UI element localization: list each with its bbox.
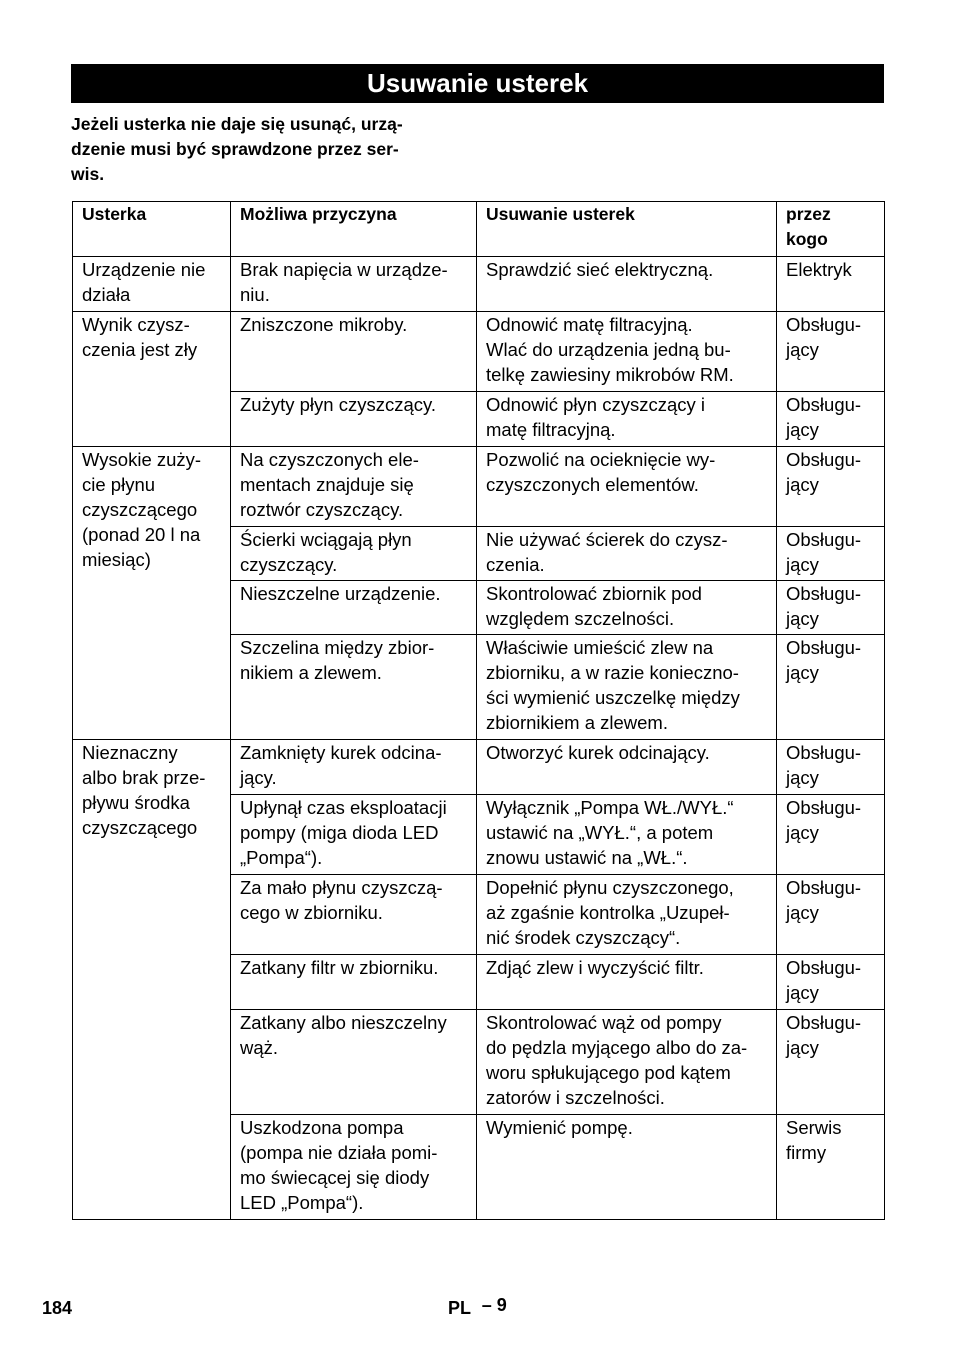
cause-cell-line: LED „Pompa“). — [240, 1192, 364, 1213]
troubleshooting-table — [72, 201, 885, 1220]
remedy-cell — [477, 635, 777, 740]
responsible-cell — [777, 581, 885, 635]
table-row — [73, 447, 885, 527]
table-header — [73, 202, 885, 257]
cause-cell-line: Zatkany filtr w zbiorniku. — [240, 957, 439, 978]
responsible-cell-line: Obsługu- — [786, 1012, 862, 1033]
header-cell-line: Usuwanie usterek — [486, 204, 635, 224]
cause-cell — [231, 312, 477, 392]
header-cell — [73, 202, 231, 257]
cause-cell-line: Za mało płynu czyszczą- — [240, 877, 443, 898]
cause-cell — [231, 740, 477, 795]
cause-cell-line: czyszczący. — [240, 554, 338, 575]
responsible-cell-line: jący — [786, 982, 819, 1003]
cause-cell-line: Zatkany albo nieszczelny — [240, 1012, 447, 1033]
header-cell-line: Możliwa przyczyna — [240, 204, 397, 224]
cause-cell-line: (pompa nie działa pomi- — [240, 1142, 438, 1163]
remedy-cell — [477, 447, 777, 527]
cause-cell-line: nikiem a zlewem. — [240, 662, 382, 683]
responsible-cell — [777, 257, 885, 312]
fault-cell-line: albo brak prze- — [82, 767, 206, 788]
fault-cell — [73, 312, 231, 447]
responsible-cell-line: jący — [786, 822, 819, 843]
fault-cell-line: Urządzenie nie — [82, 259, 206, 280]
responsible-cell-line: jący — [786, 662, 819, 683]
responsible-cell-line: jący — [786, 339, 819, 360]
fault-cell — [73, 740, 231, 1220]
responsible-cell — [777, 447, 885, 527]
remedy-cell — [477, 875, 777, 955]
remedy-cell-line: zatorów i szczelności. — [486, 1087, 665, 1108]
remedy-cell-line: woru spłukującego pod kątem — [486, 1062, 731, 1083]
intro-line: Jeżeli usterka nie daje się usunąć, urzą- — [71, 114, 403, 134]
header-cell — [777, 202, 885, 257]
remedy-cell-line: czyszczonych elementów. — [486, 474, 699, 495]
footer-language — [448, 1295, 507, 1319]
fault-cell-line: działa — [82, 284, 131, 305]
page-number: 184 — [42, 1298, 73, 1318]
cause-cell-line: cego w zbiorniku. — [240, 902, 383, 923]
cause-cell-line: Uszkodzona pompa — [240, 1117, 404, 1138]
page-title: Usuwanie usterek — [71, 64, 884, 103]
responsible-cell-line: Obsługu- — [786, 797, 862, 818]
responsible-cell-line: Obsługu- — [786, 957, 862, 978]
responsible-cell-line: Obsługu- — [786, 742, 862, 763]
responsible-cell-line: jący — [786, 419, 819, 440]
remedy-cell-line: Nie używać ścierek do czysz- — [486, 529, 728, 550]
responsible-cell — [777, 740, 885, 795]
cause-cell — [231, 795, 477, 875]
section-page — [482, 1295, 507, 1315]
cause-cell — [231, 1115, 477, 1220]
remedy-cell-line: matę filtracyjną. — [486, 419, 616, 440]
table-row — [73, 257, 885, 312]
cause-cell-line: Zużyty płyn czyszczący. — [240, 394, 437, 415]
cause-cell-line: Ścierki wciągają płyn — [240, 529, 412, 550]
intro-note — [71, 112, 471, 187]
remedy-cell — [477, 581, 777, 635]
remedy-cell-line: aż zgaśnie kontrolka „Uzupeł- — [486, 902, 730, 923]
responsible-cell-line: Obsługu- — [786, 314, 862, 335]
remedy-cell-line: Zdjąć zlew i wyczyścić filtr. — [486, 957, 704, 978]
remedy-cell-line: ustawić na „WYŁ.“, a potem — [486, 822, 714, 843]
fault-cell-line: czyszczącego — [82, 499, 198, 520]
responsible-cell-line: Obsługu- — [786, 529, 862, 550]
remedy-cell-line: zbiornikiem a zlewem. — [486, 712, 668, 733]
remedy-cell — [477, 1115, 777, 1220]
fault-cell-line: Nieznaczny — [82, 742, 178, 763]
cause-cell-line: Zamknięty kurek odcina- — [240, 742, 442, 763]
fault-cell-line: cie płynu — [82, 474, 156, 495]
cause-cell — [231, 581, 477, 635]
cause-cell-line: „Pompa“). — [240, 847, 323, 868]
fault-cell-line: czenia jest zły — [82, 339, 198, 360]
remedy-cell — [477, 955, 777, 1010]
responsible-cell-line: firmy — [786, 1142, 827, 1163]
remedy-cell — [477, 1010, 777, 1115]
table-body — [73, 257, 885, 1220]
cause-cell-line: jący. — [240, 767, 277, 788]
remedy-cell-line: Otworzyć kurek odcinający. — [486, 742, 710, 763]
remedy-cell — [477, 392, 777, 447]
cause-cell-line: Szczelina między zbior- — [240, 637, 435, 658]
responsible-cell-line: jący — [786, 902, 819, 923]
intro-line: dzenie musi być sprawdzone przez ser- — [71, 139, 399, 159]
cause-cell-line: Brak napięcia w urządze- — [240, 259, 448, 280]
responsible-cell — [777, 312, 885, 392]
responsible-cell-line: Obsługu- — [786, 637, 862, 658]
fault-cell-line: Wynik czysz- — [82, 314, 190, 335]
cause-cell-line: mentach znajduje się — [240, 474, 414, 495]
cause-cell — [231, 392, 477, 447]
header-cell-line: Usterka — [82, 204, 147, 224]
cause-cell-line: Upłynął czas eksploatacji — [240, 797, 447, 818]
responsible-cell-line: jący — [786, 767, 819, 788]
fault-cell-line: pływu środka — [82, 792, 190, 813]
fault-cell-line: czyszczącego — [82, 817, 198, 838]
responsible-cell — [777, 1010, 885, 1115]
remedy-cell-line: Wymienić pompę. — [486, 1117, 633, 1138]
responsible-cell-line: Obsługu- — [786, 877, 862, 898]
remedy-cell-line: Skontrolować zbiornik pod — [486, 583, 702, 604]
cause-cell — [231, 635, 477, 740]
table-header-row — [73, 202, 885, 257]
remedy-cell-line: Sprawdzić sieć elektryczną. — [486, 259, 714, 280]
cause-cell — [231, 447, 477, 527]
remedy-cell — [477, 527, 777, 581]
header-cell — [477, 202, 777, 257]
remedy-cell-line: Właściwie umieścić zlew na — [486, 637, 714, 658]
responsible-cell-line: jący — [786, 474, 819, 495]
header-cell-line: kogo — [786, 229, 828, 249]
remedy-cell-line: Odnowić płyn czyszczący i — [486, 394, 705, 415]
responsible-cell — [777, 795, 885, 875]
header-cell-line: przez — [786, 204, 831, 224]
cause-cell — [231, 527, 477, 581]
intro-line: wis. — [71, 164, 105, 184]
remedy-cell-line: nić środek czyszczący“. — [486, 927, 681, 948]
cause-cell-line: Na czyszczonych ele- — [240, 449, 419, 470]
table-row — [73, 740, 885, 795]
remedy-cell-line: Odnowić matę filtracyjną. — [486, 314, 693, 335]
responsible-cell-line: Obsługu- — [786, 449, 862, 470]
fault-cell — [73, 257, 231, 312]
section-page-number: 9 — [496, 1295, 507, 1315]
responsible-cell-line: Obsługu- — [786, 394, 862, 415]
language-code: PL — [448, 1298, 471, 1318]
remedy-cell — [477, 312, 777, 392]
cause-cell-line: roztwór czyszczący. — [240, 499, 404, 520]
remedy-cell-line: czenia. — [486, 554, 545, 575]
cause-cell-line: Nieszczelne urządzenie. — [240, 583, 441, 604]
responsible-cell-line: jący — [786, 608, 819, 629]
cause-cell-line: wąż. — [240, 1037, 279, 1058]
responsible-cell — [777, 1115, 885, 1220]
cause-cell — [231, 875, 477, 955]
responsible-cell-line: Obsługu- — [786, 583, 862, 604]
remedy-cell-line: Wlać do urządzenia jedną bu- — [486, 339, 731, 360]
header-cell — [231, 202, 477, 257]
cause-cell — [231, 955, 477, 1010]
remedy-cell-line: Skontrolować wąż od pompy — [486, 1012, 722, 1033]
responsible-cell-line: Serwis — [786, 1117, 842, 1138]
responsible-cell — [777, 875, 885, 955]
remedy-cell — [477, 257, 777, 312]
remedy-cell-line: zbiorniku, a w razie konieczno- — [486, 662, 739, 683]
responsible-cell — [777, 635, 885, 740]
cause-cell — [231, 257, 477, 312]
cause-cell-line: pompy (miga dioda LED — [240, 822, 439, 843]
remedy-cell-line: ści wymienić uszczelkę między — [486, 687, 740, 708]
cause-cell-line: niu. — [240, 284, 270, 305]
fault-cell-line: miesiąc) — [82, 549, 151, 570]
remedy-cell-line: Pozwolić na ocieknięcie wy- — [486, 449, 716, 470]
fault-cell — [73, 447, 231, 740]
cause-cell-line: mo świecącej się diody — [240, 1167, 430, 1188]
remedy-cell-line: telkę zawiesiny mikrobów RM. — [486, 364, 734, 385]
remedy-cell-line: Dopełnić płynu czyszczonego, — [486, 877, 734, 898]
responsible-cell — [777, 955, 885, 1010]
responsible-cell — [777, 392, 885, 447]
remedy-cell-line: Wyłącznik „Pompa WŁ./WYŁ.“ — [486, 797, 734, 818]
remedy-cell — [477, 795, 777, 875]
fault-cell-line: (ponad 20 l na — [82, 524, 201, 545]
remedy-cell-line: do pędzla myjącego albo do za- — [486, 1037, 748, 1058]
responsible-cell-line: jący — [786, 1037, 819, 1058]
separator: – — [481, 1295, 492, 1315]
responsible-cell — [777, 527, 885, 581]
responsible-cell-line: jący — [786, 554, 819, 575]
cause-cell — [231, 1010, 477, 1115]
table-row — [73, 312, 885, 392]
fault-cell-line: Wysokie zuży- — [82, 449, 202, 470]
cause-cell-line: Zniszczone mikroby. — [240, 314, 408, 335]
remedy-cell-line: względem szczelności. — [486, 608, 675, 629]
responsible-cell-line: Elektryk — [786, 259, 852, 280]
remedy-cell-line: znowu ustawić na „WŁ.“. — [486, 847, 688, 868]
remedy-cell — [477, 740, 777, 795]
